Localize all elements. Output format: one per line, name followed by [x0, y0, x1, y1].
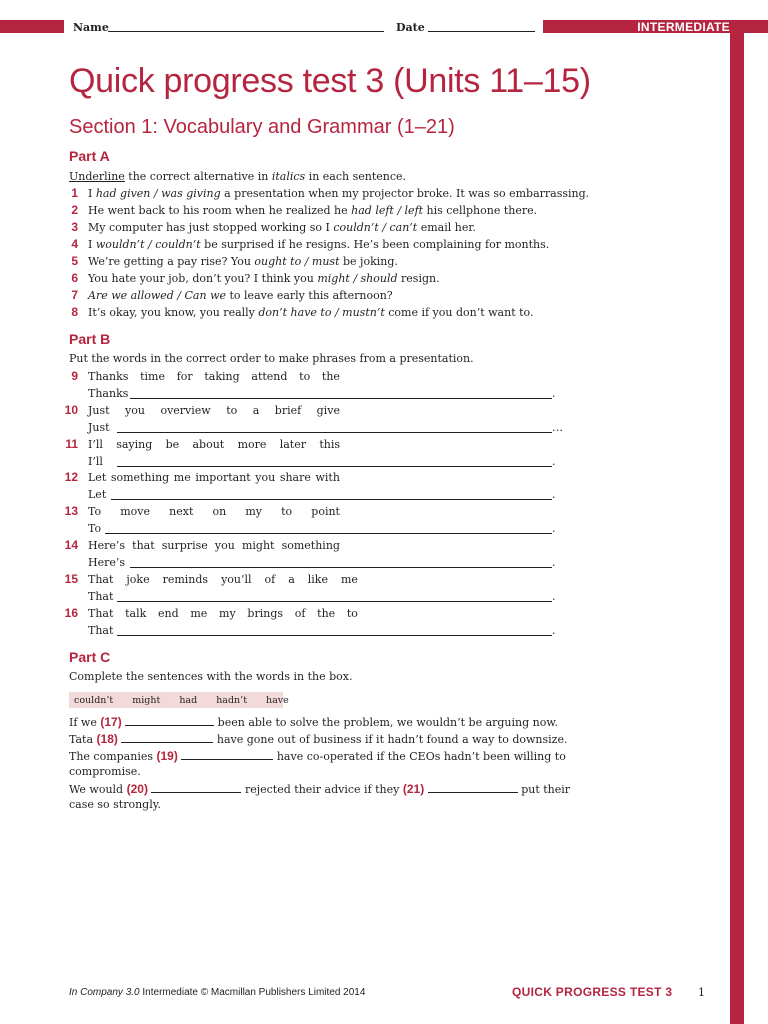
- item-number: 8: [71, 305, 78, 319]
- word: to: [299, 370, 311, 383]
- word: that: [132, 539, 155, 552]
- word: a: [288, 572, 295, 586]
- word: Here’s: [88, 539, 126, 552]
- sentence: I wouldn’t / couldn’t be surprised if he resigns. He’s been complaining for months.: [88, 238, 550, 251]
- line-end: .: [552, 556, 556, 569]
- word: this: [319, 437, 340, 451]
- word-list: [88, 573, 358, 586]
- word: like: [307, 572, 328, 586]
- word: the: [317, 606, 336, 620]
- word: point: [311, 505, 340, 519]
- word: To: [88, 505, 102, 519]
- sentence: My computer has just stopped working so I couldn’t / can’t email her.: [88, 221, 476, 234]
- answer-line[interactable]: [130, 398, 552, 399]
- answer-line[interactable]: [117, 635, 552, 636]
- word: the: [321, 370, 340, 383]
- name-field[interactable]: [108, 31, 384, 32]
- box-word: might: [132, 694, 161, 706]
- word: me: [173, 471, 191, 485]
- word-list: [88, 505, 340, 518]
- word: end: [158, 606, 179, 620]
- box-word: hadn’t: [216, 694, 248, 706]
- word: of: [264, 572, 276, 586]
- answer-line[interactable]: [117, 601, 552, 602]
- word-list: [88, 370, 340, 383]
- sentence-21-cont: case so strongly.: [69, 798, 161, 811]
- starter-word: I’ll: [88, 454, 103, 468]
- word: of: [294, 606, 306, 620]
- side-strip: [730, 33, 744, 1024]
- gap-18[interactable]: [121, 732, 213, 743]
- date-label: Date: [396, 21, 425, 34]
- sentence: It’s okay, you know, you really don’t have to / mustn’t come if you don’t want to.: [88, 306, 534, 319]
- word: important: [195, 471, 251, 485]
- item-number: 16: [64, 605, 78, 620]
- word: joke: [126, 572, 150, 586]
- starter-word: Here’s: [88, 556, 126, 569]
- part-a-heading: Part A: [69, 148, 110, 164]
- word: reminds: [162, 572, 209, 586]
- item-number: 2: [71, 203, 78, 217]
- item-number: 7: [71, 288, 78, 302]
- item-number: 13: [64, 504, 78, 519]
- word: give: [316, 403, 340, 417]
- answer-line[interactable]: [105, 533, 552, 534]
- word: might: [241, 539, 275, 552]
- word: I’ll: [88, 437, 103, 451]
- word: next: [169, 505, 194, 519]
- box-word: couldn’t: [74, 694, 114, 706]
- sentence: He went back to his room when he realized he had left / left his cellphone there.: [88, 204, 538, 217]
- word: my: [219, 606, 236, 620]
- section-title: Section 1: Vocabulary and Grammar (1–21): [69, 116, 455, 138]
- box-word: had: [179, 694, 198, 706]
- word: That: [88, 572, 114, 586]
- sentence-20-21: We would (20) rejected their advice if they (21) put their: [69, 782, 571, 796]
- part-b-instruction: Put the words in the correct order to make phrases from a presentation.: [69, 352, 474, 365]
- word: time: [140, 370, 165, 383]
- word: taking: [204, 370, 240, 383]
- word: surprise: [161, 539, 208, 552]
- word: Just: [88, 403, 110, 417]
- answer-line[interactable]: [117, 432, 552, 433]
- level-label: INTERMEDIATE: [637, 20, 730, 34]
- footer-test-name: QUICK PROGRESS TEST 3: [512, 985, 673, 999]
- item-number: 3: [71, 220, 78, 234]
- word: attend: [251, 370, 288, 383]
- starter-word: That: [88, 589, 114, 603]
- page-title: Quick progress test 3 (Units 11–15): [69, 62, 591, 100]
- answer-line[interactable]: [111, 499, 552, 500]
- word: for: [176, 370, 193, 383]
- starter-word: That: [88, 623, 114, 637]
- name-label: Name: [73, 21, 109, 34]
- gap-21[interactable]: [428, 782, 518, 793]
- alternatives[interactable]: wouldn’t / couldn’t: [95, 238, 201, 251]
- page-number: 1: [698, 986, 705, 999]
- item-number: 6: [71, 271, 78, 285]
- item-number: 14: [64, 538, 78, 552]
- item-number: 4: [71, 237, 78, 251]
- part-c-heading: Part C: [69, 649, 111, 665]
- sentence-18: Tata (18) have gone out of business if it hadn’t found a way to downsize.: [69, 732, 568, 746]
- word: brief: [274, 403, 302, 417]
- starter-word: Just: [88, 420, 110, 434]
- word-list: [88, 404, 340, 417]
- word: to: [281, 505, 293, 519]
- starter-word: To: [88, 522, 102, 536]
- item-number: 9: [71, 369, 78, 383]
- word-list: [88, 607, 358, 620]
- line-end: …: [552, 420, 563, 434]
- gap-17[interactable]: [125, 715, 214, 726]
- word: overview: [160, 403, 211, 417]
- line-end: .: [552, 387, 556, 400]
- line-end: .: [552, 488, 556, 502]
- word: a: [252, 403, 260, 417]
- word: talk: [125, 606, 147, 620]
- line-end: .: [552, 623, 556, 637]
- word: later: [279, 437, 306, 451]
- answer-line[interactable]: [117, 466, 552, 467]
- date-field[interactable]: [428, 31, 535, 32]
- sentence-17: If we (17) been able to solve the problem, we wouldn’t be arguing now.: [69, 715, 558, 729]
- alternatives[interactable]: might / should: [317, 272, 398, 285]
- word-list: [88, 539, 340, 552]
- alternatives[interactable]: had given / was giving: [95, 187, 221, 200]
- sentence-19-cont: compromise.: [69, 765, 141, 778]
- word: be: [165, 437, 180, 451]
- alternatives[interactable]: don’t have to / mustn’t: [258, 306, 385, 319]
- box-word: have: [266, 694, 289, 706]
- alternatives[interactable]: couldn’t / can’t: [333, 221, 418, 234]
- item-number: 1: [71, 186, 78, 200]
- part-a-instruction: Underline the correct alternative in italics in each sentence.: [69, 170, 407, 183]
- word: you’ll: [221, 572, 252, 586]
- alternatives[interactable]: had left / left: [351, 204, 424, 217]
- starter-word: Thanks: [88, 387, 129, 400]
- starter-word: Let: [88, 488, 107, 502]
- sentence: We’re getting a pay rise? You ought to / must be joking.: [88, 255, 398, 268]
- sentence: I had given / was giving a presentation when my projector broke. It was so embarrassing.: [88, 187, 590, 200]
- word-box: [69, 692, 289, 708]
- header-bar-left: [0, 20, 64, 33]
- item-number: 10: [64, 402, 78, 417]
- word: something: [110, 471, 170, 485]
- answer-line[interactable]: [130, 567, 552, 568]
- word-list: [88, 471, 340, 484]
- line-end: .: [552, 589, 556, 603]
- sentence-19: The companies (19) have co-operated if the CEOs hadn’t been willing to: [69, 749, 566, 763]
- word: to: [226, 403, 238, 417]
- word: with: [315, 471, 340, 485]
- word: Thanks: [88, 370, 129, 383]
- item-number: 11: [65, 436, 78, 451]
- word: share: [279, 471, 311, 485]
- word: about: [192, 437, 225, 451]
- word: to: [346, 606, 358, 620]
- word: saying: [116, 437, 153, 451]
- copyright: In Company 3.0 Intermediate © Macmillan Publishers Limited 2014: [69, 987, 366, 998]
- word: me: [190, 606, 208, 620]
- part-c-instruction: Complete the sentences with the words in the box.: [69, 670, 353, 683]
- word: something: [281, 539, 340, 552]
- alternatives[interactable]: ought to / must: [254, 255, 340, 268]
- item-number: 5: [71, 254, 78, 268]
- word: Let: [88, 471, 107, 485]
- word: you: [214, 539, 235, 552]
- word: me: [340, 572, 358, 586]
- word-list: [88, 438, 340, 451]
- word: move: [120, 505, 151, 519]
- word: on: [212, 505, 227, 519]
- word: brings: [247, 606, 284, 620]
- word: more: [237, 437, 267, 451]
- gap-20[interactable]: [151, 782, 241, 793]
- line-end: .: [552, 522, 556, 536]
- item-number: 15: [64, 571, 78, 586]
- gap-19[interactable]: [181, 749, 273, 760]
- word: my: [245, 505, 262, 519]
- word: That: [88, 606, 114, 620]
- line-end: .: [552, 454, 556, 468]
- sentence: You hate your job, don’t you? I think you might / should resign.: [88, 272, 440, 285]
- part-b-heading: Part B: [69, 331, 111, 347]
- item-number: 12: [64, 470, 78, 485]
- sentence: Are we allowed / Can we to leave early this afternoon?: [88, 289, 393, 302]
- word: you: [125, 403, 145, 417]
- alternatives[interactable]: Are we allowed / Can we: [88, 289, 226, 302]
- word: you: [255, 471, 276, 485]
